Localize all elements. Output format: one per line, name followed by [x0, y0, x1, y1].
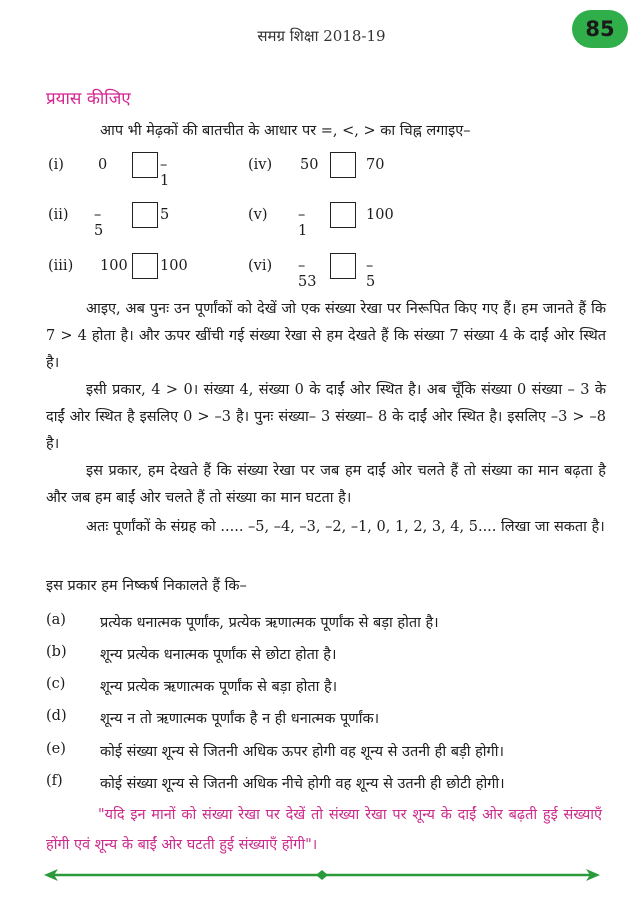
point-label: (e)	[46, 741, 66, 757]
exercise-instruction: आप भी मेढ़कों की बातचीत के आधार पर =, <, > का चिह्न लगाइए–	[100, 123, 471, 139]
page-number-badge: 85	[572, 10, 628, 48]
decorative-divider	[44, 868, 600, 882]
exercise-row	[48, 253, 608, 290]
exercise-right-value: 70	[366, 157, 385, 173]
point-text: कोई संख्या शून्य से जितनी अधिक नीचे होगी वह शून्य से उतनी ही छोटी होगी।	[100, 776, 505, 792]
exercise-label: (v)	[248, 207, 268, 223]
paragraph	[46, 514, 606, 541]
paragraph-text: आइए, अब पुनः उन पूर्णांकों को देखें जो एक संख्या रेखा पर निरूपित किए गए हैं। हम जानते हैं कि 7 > 4 होता है। और ऊपर खींची गई संख्या रेखा से हम देखते हैं कि संख्या 7 संख्या 4 के दाईं ओर स्थित है।	[46, 301, 606, 371]
highlight-quote	[46, 800, 602, 860]
quote-text: "यदि इन मानों को संख्या रेखा पर देखें तो संख्या रेखा पर शून्य के दाईं ओर बढ़ती हुई संख्याएँ होंगी एवं शून्य के बाईं ओर घटती हुई संख्याएँ होंगी"।	[46, 807, 602, 853]
paragraph-text: अतः पूर्णांकों के संग्रह को ..... –5, –4, –3, –2, –1, 0, 1, 2, 3, 4, 5.... लिखा जा सकता है।	[86, 519, 605, 535]
exercise-left-value: 100	[100, 258, 128, 274]
divider-diamond-icon	[316, 870, 328, 880]
exercise-left-value: –53	[298, 258, 317, 290]
exercise-left-value: –1	[298, 207, 308, 239]
section-heading: प्रयास कीजिए	[46, 89, 131, 109]
point-text: कोई संख्या शून्य से जितनी अधिक ऊपर होगी वह शून्य से उतनी ही बड़ी होगी।	[100, 744, 504, 760]
exercise-right-value: 100	[366, 207, 394, 223]
comparison-answer-box[interactable]	[132, 253, 158, 279]
paragraph	[46, 458, 606, 512]
comparison-answer-box[interactable]	[330, 202, 356, 228]
exercise-label: (i)	[48, 157, 64, 173]
point-text: शून्य न तो ऋणात्मक पूर्णांक है न ही धनात्मक पूर्णांक।	[100, 711, 380, 727]
point-text: प्रत्येक धनात्मक पूर्णांक, प्रत्येक ऋणात्मक पूर्णांक से बड़ा होता है।	[100, 615, 439, 631]
exercise-right-value: 5	[160, 207, 170, 223]
exercise-label: (ii)	[48, 207, 69, 223]
comparison-answer-box[interactable]	[330, 253, 356, 279]
point-label: (f)	[46, 773, 63, 789]
exercise-row	[48, 152, 608, 189]
exercise-label: (iii)	[48, 258, 74, 274]
paragraph-text: इसी प्रकार, 4 > 0। संख्या 4, संख्या 0 के दाईं ओर स्थित है। अब चूँकि संख्या 0 संख्या – 3 के दाईं ओर स्थित है इसलिए 0 > –3 है। पुनः संख्या– 3 संख्या– 8 के दाईं ओर स्थित है। इसलिए –3 > –8 है।	[46, 382, 606, 452]
exercise-label: (vi)	[248, 258, 273, 274]
point-label: (c)	[46, 676, 66, 692]
exercise-left-value: 0	[98, 157, 108, 173]
exercise-left-value: 50	[300, 157, 319, 173]
exercise-right-value: –5	[366, 258, 376, 290]
exercise-right-value: 100	[160, 258, 188, 274]
exercise-row	[48, 202, 608, 239]
page-header-title: समग्र शिक्षा 2018-19	[257, 27, 386, 45]
point-label: (d)	[46, 708, 67, 724]
comparison-answer-box[interactable]	[330, 152, 356, 178]
point-label: (a)	[46, 612, 66, 628]
paragraph-text: इस प्रकार, हम देखते हैं कि संख्या रेखा पर जब हम दाईं ओर चलते हैं तो संख्या का मान बढ़ता है और जब हम बाईं ओर चलते हैं तो संख्या का मान घटता है।	[46, 463, 606, 506]
point-text: शून्य प्रत्येक धनात्मक पूर्णांक से छोटा होता है।	[100, 647, 337, 663]
comparison-answer-box[interactable]	[132, 152, 158, 178]
comparison-answer-box[interactable]	[132, 202, 158, 228]
paragraph	[46, 296, 606, 377]
point-label: (b)	[46, 644, 67, 660]
exercise-label: (iv)	[248, 157, 273, 173]
exercise-left-value: –5	[94, 207, 104, 239]
paragraph	[46, 377, 606, 458]
conclusion-intro: इस प्रकार हम निष्कर्ष निकालते हैं कि–	[46, 578, 247, 594]
point-text: शून्य प्रत्येक ऋणात्मक पूर्णांक से बड़ा होता है।	[100, 679, 338, 695]
exercise-right-value: –1	[160, 157, 170, 189]
